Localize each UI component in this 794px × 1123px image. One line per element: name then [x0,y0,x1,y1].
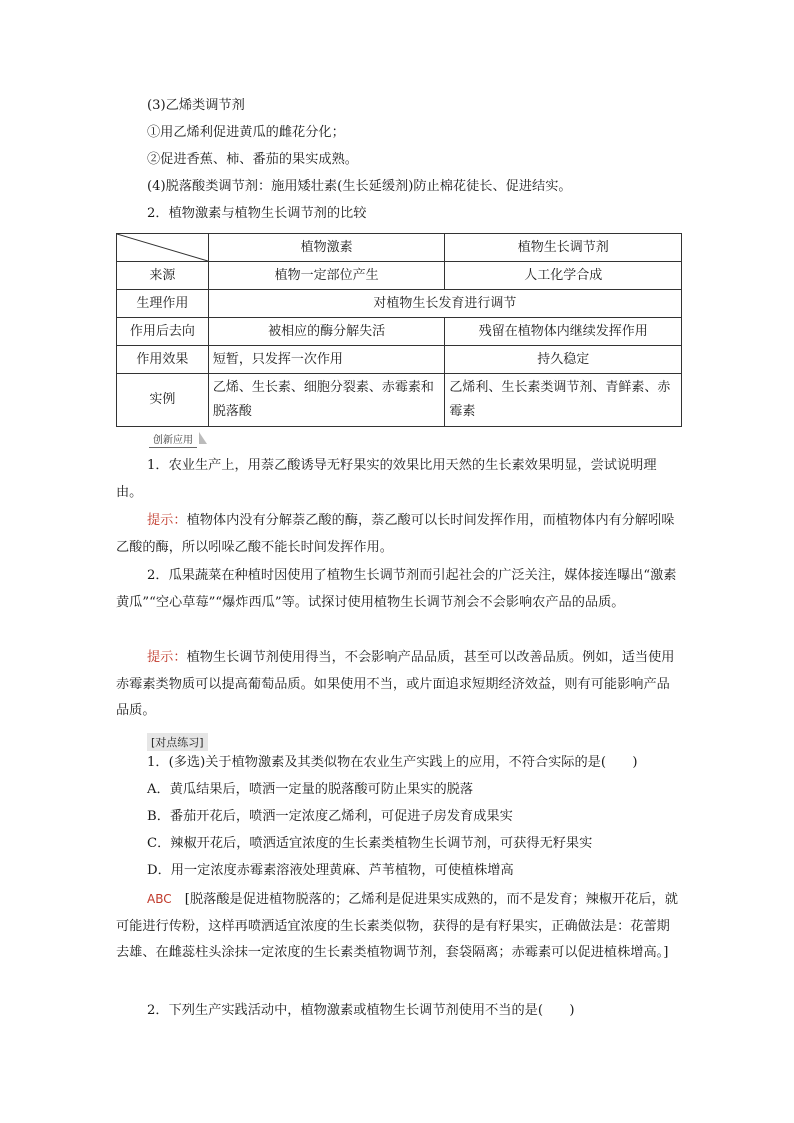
question-1-hint [116,508,682,561]
cell-fate-regulator: 残留在植物体内继续发挥作用 [445,318,682,346]
explanation-text: [脱落酸是促进植物脱落的；乙烯利是促进果实成熟的，而不是发育；辣椒开花后，就可能进行传粉，这样再喷洒适宜浓度的生长素类似物，获得的是有籽果实，正确做法是：花蕾期去雄、在雌蕊柱头涂抹一定浓度的生长素类植物调节剂，套袋隔离；赤霉素可以促进植株增高。] [116,892,678,960]
option-d: D．用一定浓度赤霉素溶液处理黄麻、芦苇植物，可使植株增高 [147,863,514,878]
cell-fate-hormone: 被相应的酶分解失活 [208,318,445,346]
hint-text: 植物体内没有分解萘乙酸的酶，萘乙酸可以长时间发挥作用，而植物体内有分解吲哚乙酸的酶，所以吲哚乙酸不能长时间发挥作用。 [116,513,675,555]
cell-examples-regulator: 乙烯利、生长素类调节剂、青鲜素、赤霉素 [445,374,682,427]
cell-function-shared: 对植物生长发育进行调节 [208,290,681,318]
question-2: 2．瓜果蔬菜在种植时因使用了植物生长调节剂而引起社会的广泛关注，媒体接连曝出“激素黄瓜”“空心草莓”“爆炸西瓜”等。试探讨使用植物生长调节剂会不会影响农产品的品质。 [116,568,677,610]
option-a: A．黄瓜结果后，喷洒一定量的脱落酸可防止果实的脱落 [147,782,474,797]
comparison-table [116,233,682,427]
answer-label: ABC [147,892,172,906]
practice-1-explanation [116,886,682,967]
table-row [117,318,682,346]
innovation-application-tag: 创新应用 [149,430,197,448]
cell-effect-regulator: 持久稳定 [445,346,682,374]
column-header-regulator: 植物生长调节剂 [445,234,682,262]
option-c: C．辣椒开花后，喷洒适宜浓度的生长素类植物生长调节剂，可获得无籽果实 [147,836,593,851]
table-row [117,262,682,290]
table-row [117,346,682,374]
practice-tag: [对点练习] [147,733,208,751]
section-3-title: (3)乙烯类调节剂 [147,98,245,113]
compare-heading: 2．植物激素与植物生长调节剂的比较 [147,206,367,221]
question-1: 1．农业生产上，用萘乙酸诱导无籽果实的效果比用天然的生长素效果明显，尝试说明理由。 [116,458,657,500]
cell-effect-hormone: 短暂，只发挥一次作用 [208,346,445,374]
table-row [117,290,682,318]
row-header-function: 生理作用 [117,290,209,318]
hint-text: 植物生长调节剂使用得当，不会影响产品品质，甚至可以改善品质。例如，适当使用赤霉素类物质可以提高葡萄品质。如果使用不当，或片面追求短期经济效益，则有可能影响产品品质。 [116,650,675,718]
practice-1-stem: 1．(多选)关于植物激素及其类似物在农业生产实践上的应用，不符合实际的是( ) [147,755,638,770]
hint-label: 提示： [147,513,187,528]
table-row [117,374,682,427]
row-header-fate: 作用后去向 [117,318,209,346]
diagonal-line [117,234,208,261]
question-2-hint [116,645,682,725]
diagonal-corner-cell [117,234,209,262]
row-header-source: 来源 [117,262,209,290]
row-header-effect: 作用效果 [117,346,209,374]
cell-source-regulator: 人工化学合成 [445,262,682,290]
table-header-row [117,234,682,262]
section-4-text: (4)脱落酸类调节剂：施用矮壮素(生长延缓剂)防止棉花徒长、促进结实。 [147,179,572,194]
hint-label: 提示： [147,650,187,665]
cell-source-hormone: 植物一定部位产生 [208,262,445,290]
section-3-item-1: ①用乙烯利促进黄瓜的雌花分化； [147,125,345,140]
cell-examples-hormone: 乙烯、生长素、细胞分裂素、赤霉素和脱落酸 [208,374,445,427]
practice-2-stem: 2．下列生产实践活动中，植物激素或植物生长调节剂使用不当的是( ) [147,1003,575,1018]
option-b: B．番茄开花后，喷洒一定浓度乙烯利，可促进子房发育成果实 [147,809,513,824]
column-header-hormone: 植物激素 [208,234,445,262]
row-header-examples: 实例 [117,374,209,427]
section-3-item-2: ②促进香蕉、柿、番茄的果实成熟。 [147,152,358,167]
